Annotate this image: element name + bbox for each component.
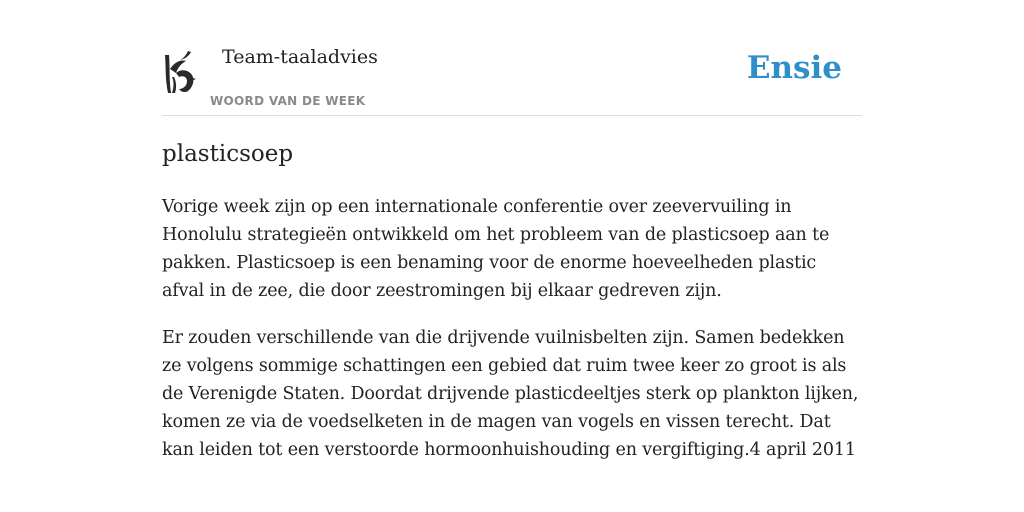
publication-date: 4 april 2011 <box>749 440 856 460</box>
author-name[interactable]: Team-taaladvies <box>222 46 378 68</box>
paragraph-2 <box>162 324 862 464</box>
card-header <box>162 40 862 116</box>
entry-title: plasticsoep <box>162 141 294 167</box>
paragraph-1: Vorige week zijn op een internationale conferentie over zeevervuiling in Honolulu strategieën ontwikkeld om het probleem van de plasticsoep aan te pakken. Plasticsoep is een benaming voor de enorme hoeveelheden plastic afval in de zee, die door zeestromingen bij elkaar gedreven zijn. <box>162 197 830 301</box>
word-of-the-week-card <box>162 40 862 464</box>
ensie-logo[interactable]: Ensie <box>746 50 842 86</box>
lion-crest-icon <box>162 49 198 95</box>
section-kicker: WOORD VAN DE WEEK <box>210 94 366 108</box>
paragraph-2-text: Er zouden verschillende van die drijvende vuilnisbelten zijn. Samen bedekken ze volgens sommige schattingen een gebied dat ruim twee keer zo groot is als de Verenigde Staten. Doordat drijvende plasticdeeltjes sterk op plankton lijken, komen ze via de voedselketen in de magen van vogels en vissen terecht. Dat kan leiden tot een verstoorde hormoonhuishouding en vergiftiging. <box>162 328 859 460</box>
